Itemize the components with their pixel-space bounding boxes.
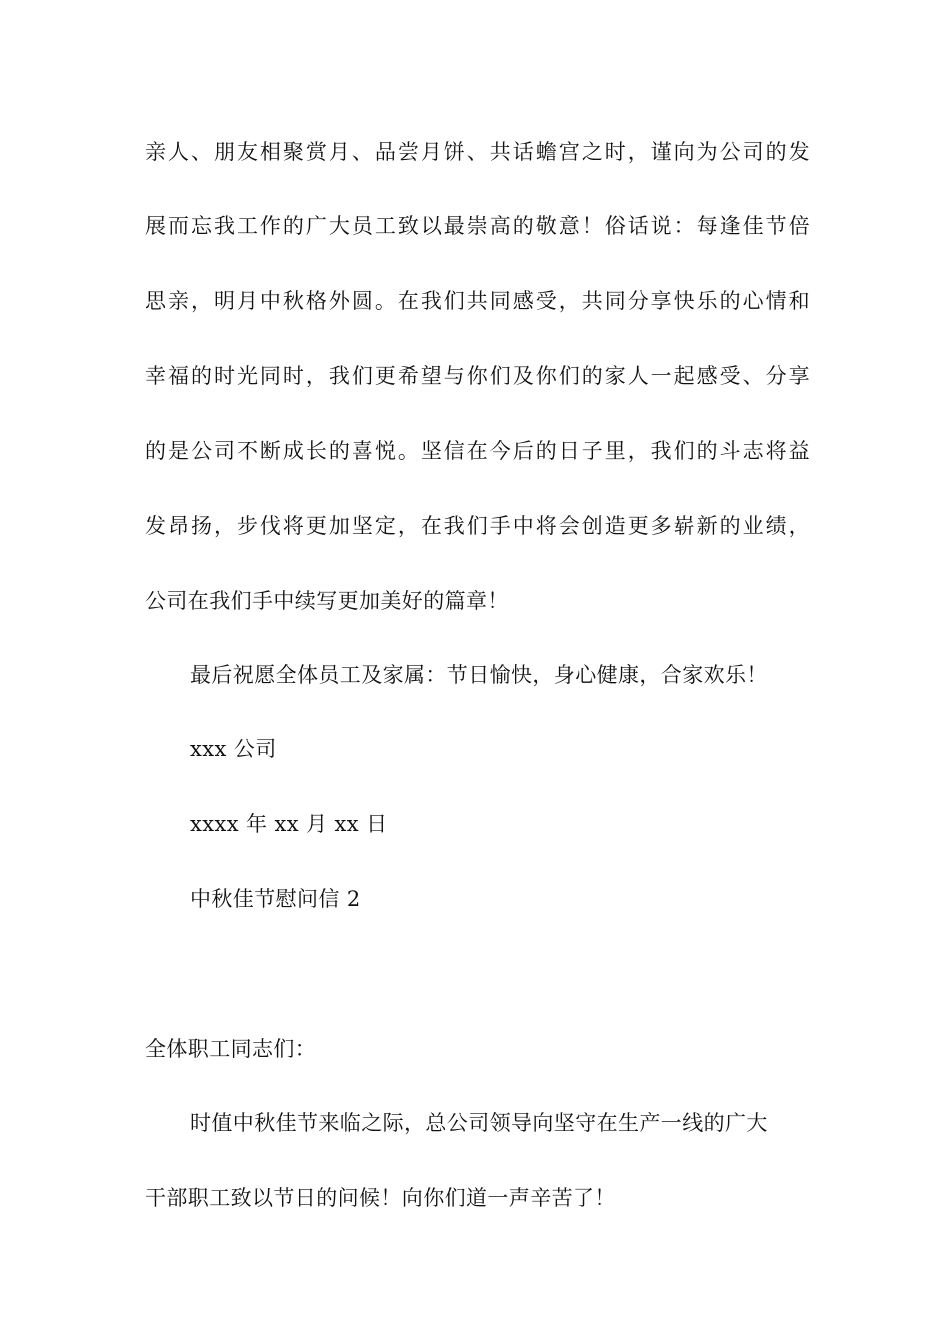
salutation: 全体职工同志们：	[145, 1037, 317, 1061]
body-line: 干部职工致以节日的问候！向你们道一声辛苦了！	[145, 1186, 616, 1210]
paragraph-line: 的是公司不断成长的喜悦。坚信在今后的日子里，我们的斗志将益	[145, 439, 810, 463]
paragraph-line: 亲人、朋友相聚赏月、品尝月饼、共话蟾宫之时，谨向为公司的发	[145, 140, 810, 164]
paragraph-line: 展而忘我工作的广大员工致以最崇高的敬意！俗话说：每逢佳节倍	[145, 214, 810, 238]
signature-company: xxx 公司	[190, 737, 277, 761]
letter-title: 中秋佳节慰问信 2	[190, 887, 361, 911]
closing-wish: 最后祝愿全体员工及家属：节日愉快，身心健康，合家欢乐！	[190, 663, 768, 687]
signature-date: xxxx 年 xx 月 xx 日	[190, 812, 388, 836]
paragraph-line: 发昂扬，步伐将更加坚定，在我们手中将会创造更多崭新的业绩，	[145, 514, 810, 538]
paragraph-line: 幸福的时光同时，我们更希望与你们及你们的家人一起感受、分享	[145, 364, 810, 388]
paragraph-line: 公司在我们手中续写更加美好的篇章！	[145, 589, 509, 613]
paragraph-line: 思亲，明月中秋格外圆。在我们共同感受，共同分享快乐的心情和	[145, 289, 810, 313]
body-line: 时值中秋佳节来临之际，总公司领导向坚守在生产一线的广大	[190, 1111, 768, 1135]
